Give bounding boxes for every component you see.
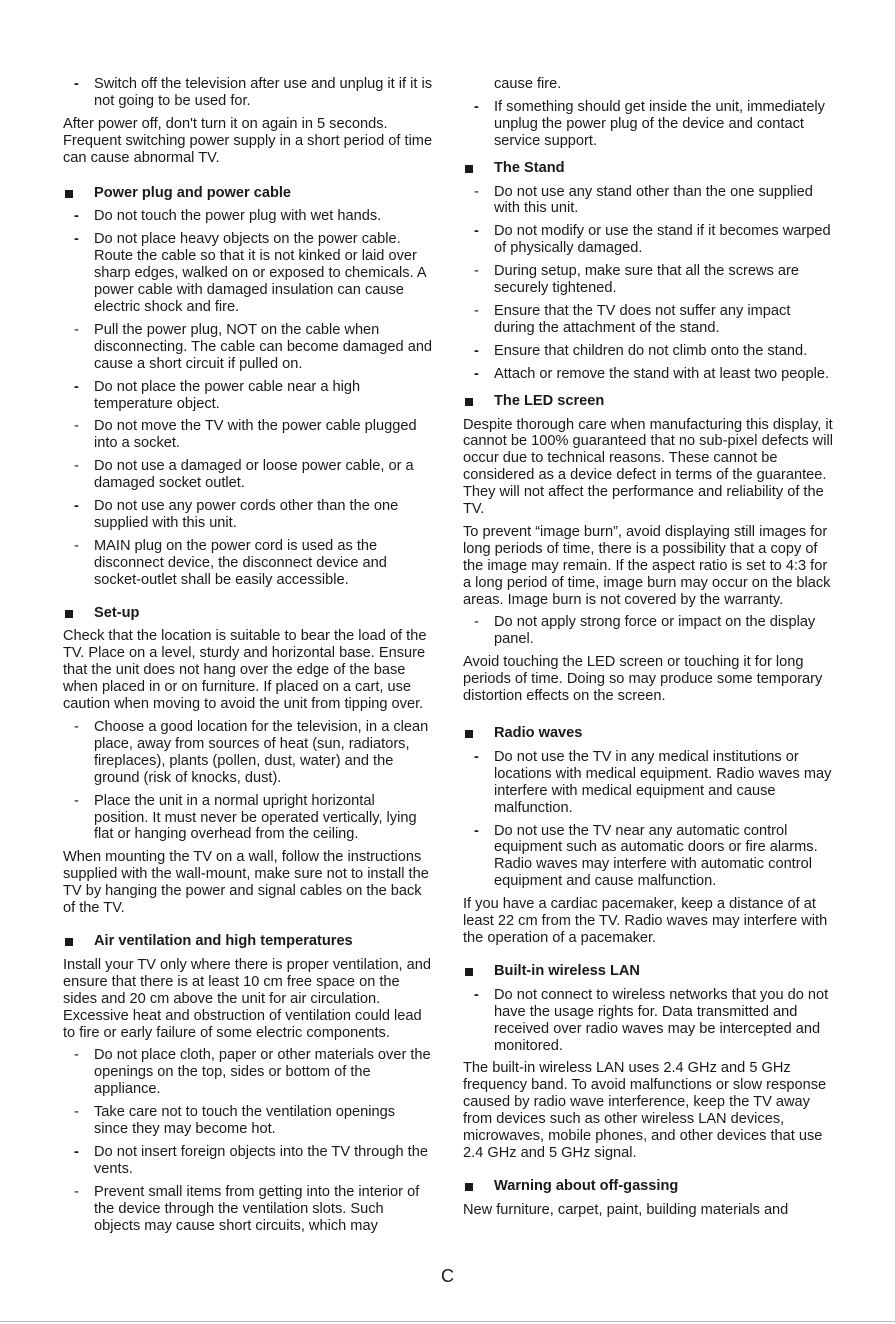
section-heading-setup: Set-up — [63, 605, 433, 622]
list-item: - Prevent small items from getting into the interior of the device through the ventilation slots. Such objects may cause short circuits, which may — [74, 1183, 420, 1234]
section-heading-radio: Radio waves — [463, 725, 833, 742]
square-bullet-icon — [465, 1183, 473, 1191]
paragraph: Avoid touching the LED screen or touching it for long periods of time. Doing so may produce some temporary distortion effects on the screen. — [463, 654, 823, 705]
bottom-divider — [0, 1321, 895, 1322]
list-item: - Take care not to touch the ventilation openings since they may become hot. — [74, 1104, 395, 1138]
list-item: - Do not move the TV with the power cable plugged into a socket. — [74, 418, 417, 452]
square-bullet-icon — [465, 398, 473, 406]
list-item: - Switch off the television after use and unplug it if it is not going to be used for. — [74, 76, 433, 109]
paragraph: The built-in wireless LAN uses 2.4 GHz and 5 GHz frequency band. To avoid malfunctions or slow response caused by radio wave interference, keep the TV away from devices such as other wireless LAN devices, microwaves, mobile phones, and other devices that use 2.4 GHz and 5 GHz signal. — [463, 1060, 827, 1161]
paragraph: If you have a cardiac pacemaker, keep a distance of at least 22 cm from the TV. Radio waves may interfere with the operation of a pacemaker. — [463, 896, 828, 946]
list-item: - Do not insert foreign objects into the TV through the vents. — [74, 1143, 428, 1177]
list-item: - Do not connect to wireless networks that you do not have the usage rights for. Data transmitted and received over radio waves may be intercepted and monitored. — [474, 986, 829, 1054]
section-heading-led: The LED screen — [463, 393, 833, 410]
paragraph: To prevent “image burn”, avoid displaying still images for long periods of time, there is a possibility that a copy of the image may remain. If the aspect ratio is set to 4:3 for a long period of time, image burn may occur on the black areas. Image burn is not covered by the warranty. — [463, 523, 831, 608]
list-item: - Ensure that children do not climb onto the stand. — [474, 342, 808, 359]
paragraph: Install your TV only where there is proper ventilation, and ensure that there is at least 10 cm free space on the sides and 20 cm above the unit for air circulation. Excessive heat and obstruction of ventilation could lead to fire or early failure of some electric components. — [63, 956, 432, 1041]
page-marker: C — [441, 1266, 454, 1286]
list-item-continuation: cause fire. — [494, 76, 562, 92]
list-item: - Do not place cloth, paper or other materials over the openings on the top, sides or bottom of the appliance. — [74, 1047, 431, 1098]
list-item: - Choose a good location for the television, in a clean place, away from sources of heat (sun, radiators, fireplaces), plants (pollen, dust, water) and the ground (risk of knocks, dust). — [74, 719, 429, 786]
paragraph: Check that the location is suitable to bear the load of the TV. Place on a level, sturdy and horizontal base. Ensure that the unit does not hang over the edge of the base when placed in or on furniture. If placed on a cart, use caution when moving to avoid the unit from tipping over. — [63, 628, 427, 713]
list-item: - Do not use any power cords other than the one supplied with this unit. — [74, 498, 399, 531]
paragraph: Despite thorough care when manufacturing this display, it cannot be 100% guaranteed that no sub-pixel defects will occur due to technical reasons. These cannot be considered as a device defect in terms of the guarantee. They will not affect the performance and reliability of the TV. — [463, 416, 833, 518]
paragraph: After power off, don't turn it on again in 5 seconds. Frequent switching power supply in a short period of time can cause abnormal TV. — [63, 115, 433, 166]
list-item-text: Switch off the television after use and unplug it if it is not going to be used for. — [94, 76, 433, 109]
list-item: - Do not touch the power plug with wet hands. — [74, 208, 382, 225]
square-bullet-icon — [65, 938, 73, 946]
list-item: - If something should get inside the unit, immediately unplug the power plug of the device and contact service support. — [474, 98, 825, 149]
list-item: - Do not use any stand other than the one supplied with this unit. — [474, 183, 813, 217]
right-column — [463, 76, 833, 1225]
square-bullet-icon — [465, 165, 473, 173]
paragraph: When mounting the TV on a wall, follow the instructions supplied with the wall-mount, make sure not to install the TV by hanging the power and signal cables on the back of the TV. — [63, 849, 429, 917]
square-bullet-icon — [65, 610, 73, 618]
list-item: - Do not modify or use the stand if it becomes warped of physically damaged. — [474, 223, 831, 257]
section-heading-offgas: Warning about off-gassing — [463, 1178, 833, 1195]
square-bullet-icon — [465, 730, 473, 738]
paragraph: New furniture, carpet, paint, building materials and — [463, 1201, 789, 1218]
list-item: - Ensure that the TV does not suffer any impact during the attachment of the stand. — [474, 302, 791, 336]
list-item: - Do not apply strong force or impact on the display panel. — [474, 614, 816, 648]
list-item: - MAIN plug on the power cord is used as the disconnect device, the disconnect device and socket-outlet shall be easily accessible. — [74, 537, 387, 588]
list-item: - Do not place heavy objects on the power cable. Route the cable so that it is not kinked or laid over sharp edges, walked on or exposed to chemicals. A power cable with damaged insulation can cause electric shock and fire. — [74, 231, 426, 315]
section-heading-power: Power plug and power cable — [63, 185, 433, 202]
left-column — [63, 76, 433, 1240]
section-heading-wlan: Built-in wireless LAN — [463, 963, 833, 980]
list-item: - Do not place the power cable near a high temperature object. — [74, 378, 361, 412]
square-bullet-icon — [465, 968, 473, 976]
list-item: - Attach or remove the stand with at least two people. — [474, 365, 830, 382]
list-item: - Do not use the TV near any automatic control equipment such as automatic doors or fire alarms. Radio waves may interfere with automatic control equipment and cause malfunction. — [474, 822, 818, 890]
section-heading-stand: The Stand — [463, 160, 833, 177]
square-bullet-icon — [65, 190, 73, 198]
section-heading-air: Air ventilation and high temperatures — [63, 933, 433, 950]
list-item: - During setup, make sure that all the screws are securely tightened. — [474, 263, 799, 297]
list-item: - Do not use a damaged or loose power cable, or a damaged socket outlet. — [74, 458, 414, 492]
list-item: - Do not use the TV in any medical institutions or locations with medical equipment. Radio waves may interfere with medical equipment and cause malfunction. — [474, 748, 832, 816]
list-item: - Pull the power plug, NOT on the cable when disconnecting. The cable can become damaged and cause a short circuit if pulled on. — [74, 321, 433, 372]
list-item: - Place the unit in a normal upright horizontal position. It must never be operated vertically, lying flat or hanging overhead from the ceiling. — [74, 792, 417, 843]
